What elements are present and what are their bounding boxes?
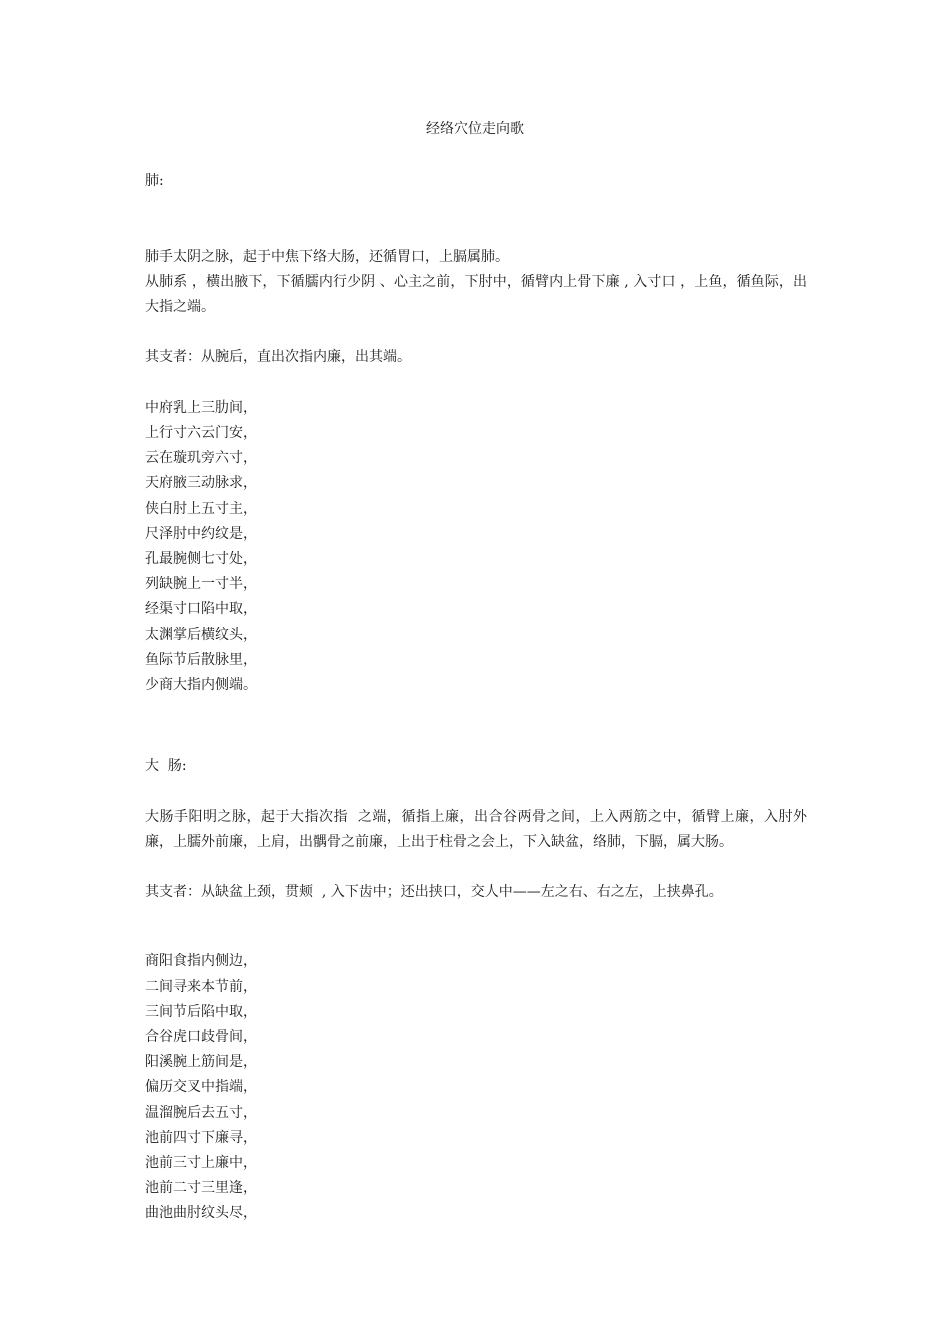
document-title: 经络穴位走向歌 bbox=[426, 121, 524, 137]
large-intestine-branch-text: 其支者：从缺盆上颈，贯颊 , 入下齿中；还出挟口，交人中——左之右、右之左，上挟鼻孔。 bbox=[145, 884, 723, 901]
lung-branch-text: 其支者：从腕后，直出次指内廉，出其端。 bbox=[145, 349, 411, 366]
verse-line: 阳溪腕上筋间是， bbox=[145, 1054, 257, 1071]
verse-line: 太渊掌后横纹头， bbox=[145, 626, 257, 643]
verse-line: 尺泽肘中约纹是， bbox=[145, 525, 257, 542]
verse-line: 侠白肘上五寸主， bbox=[145, 500, 257, 517]
section-heading-lung: 肺: bbox=[145, 173, 164, 189]
verse-line: 鱼际节后散脉里， bbox=[145, 651, 257, 668]
verse-line: 经渠寸口陷中取， bbox=[145, 601, 257, 618]
verse-line: 商阳食指内侧边， bbox=[145, 953, 257, 970]
lung-path-text: 从肺系 ，横出腋下，下循臑内行少阴 、心主之前，下肘中，循臂内上骨下廉 , 入寸口 ，上鱼，循鱼际，出大指之端。 bbox=[145, 273, 807, 315]
verse-line: 天府腋三动脉求， bbox=[145, 475, 257, 492]
document-body bbox=[145, 169, 807, 1227]
large-intestine-meridian-text: 大肠手阳明之脉，起于大指次指 之端，循指上廉，出合谷两骨之间，上入两筋之中，循臂上廉，入肘外廉，上臑外前廉，上肩，出髃骨之前廉，上出于柱骨之会上，下入缺盆，络肺，下膈，属大肠。 bbox=[145, 808, 807, 850]
verse-line: 孔最腕侧七寸处， bbox=[145, 551, 257, 567]
verse-line: 上行寸六云门安， bbox=[145, 424, 257, 441]
lung-meridian-text: 肺手太阴之脉，起于中焦下络大肠，还循胃口，上膈属肺。 bbox=[145, 248, 509, 265]
verse-line: 合谷虎口歧骨间， bbox=[145, 1029, 257, 1046]
verse-line: 二间寻来本节前， bbox=[145, 978, 257, 995]
verse-line: 偏历交叉中指端， bbox=[145, 1079, 257, 1096]
verse-line: 池前二寸三里逢， bbox=[145, 1180, 257, 1197]
verse-line: 池前四寸下廉寻， bbox=[145, 1129, 257, 1146]
verse-line: 温溜腕后去五寸， bbox=[145, 1104, 257, 1121]
section-heading-large-intestine: 大 肠: bbox=[145, 758, 187, 775]
verse-line: 云在璇玑旁六寸， bbox=[145, 450, 257, 467]
verse-line: 池前三寸上廉中， bbox=[145, 1155, 257, 1172]
large-intestine-verse-list bbox=[145, 949, 807, 1226]
verse-line: 中府乳上三肋间， bbox=[145, 399, 257, 416]
verse-line: 少商大指内侧端。 bbox=[145, 677, 257, 694]
verse-line: 三间节后陷中取， bbox=[145, 1003, 257, 1020]
verse-line: 列缺腕上一寸半， bbox=[145, 576, 257, 593]
lung-verse-list bbox=[145, 396, 807, 698]
verse-line: 曲池曲肘纹头尽， bbox=[145, 1205, 257, 1222]
